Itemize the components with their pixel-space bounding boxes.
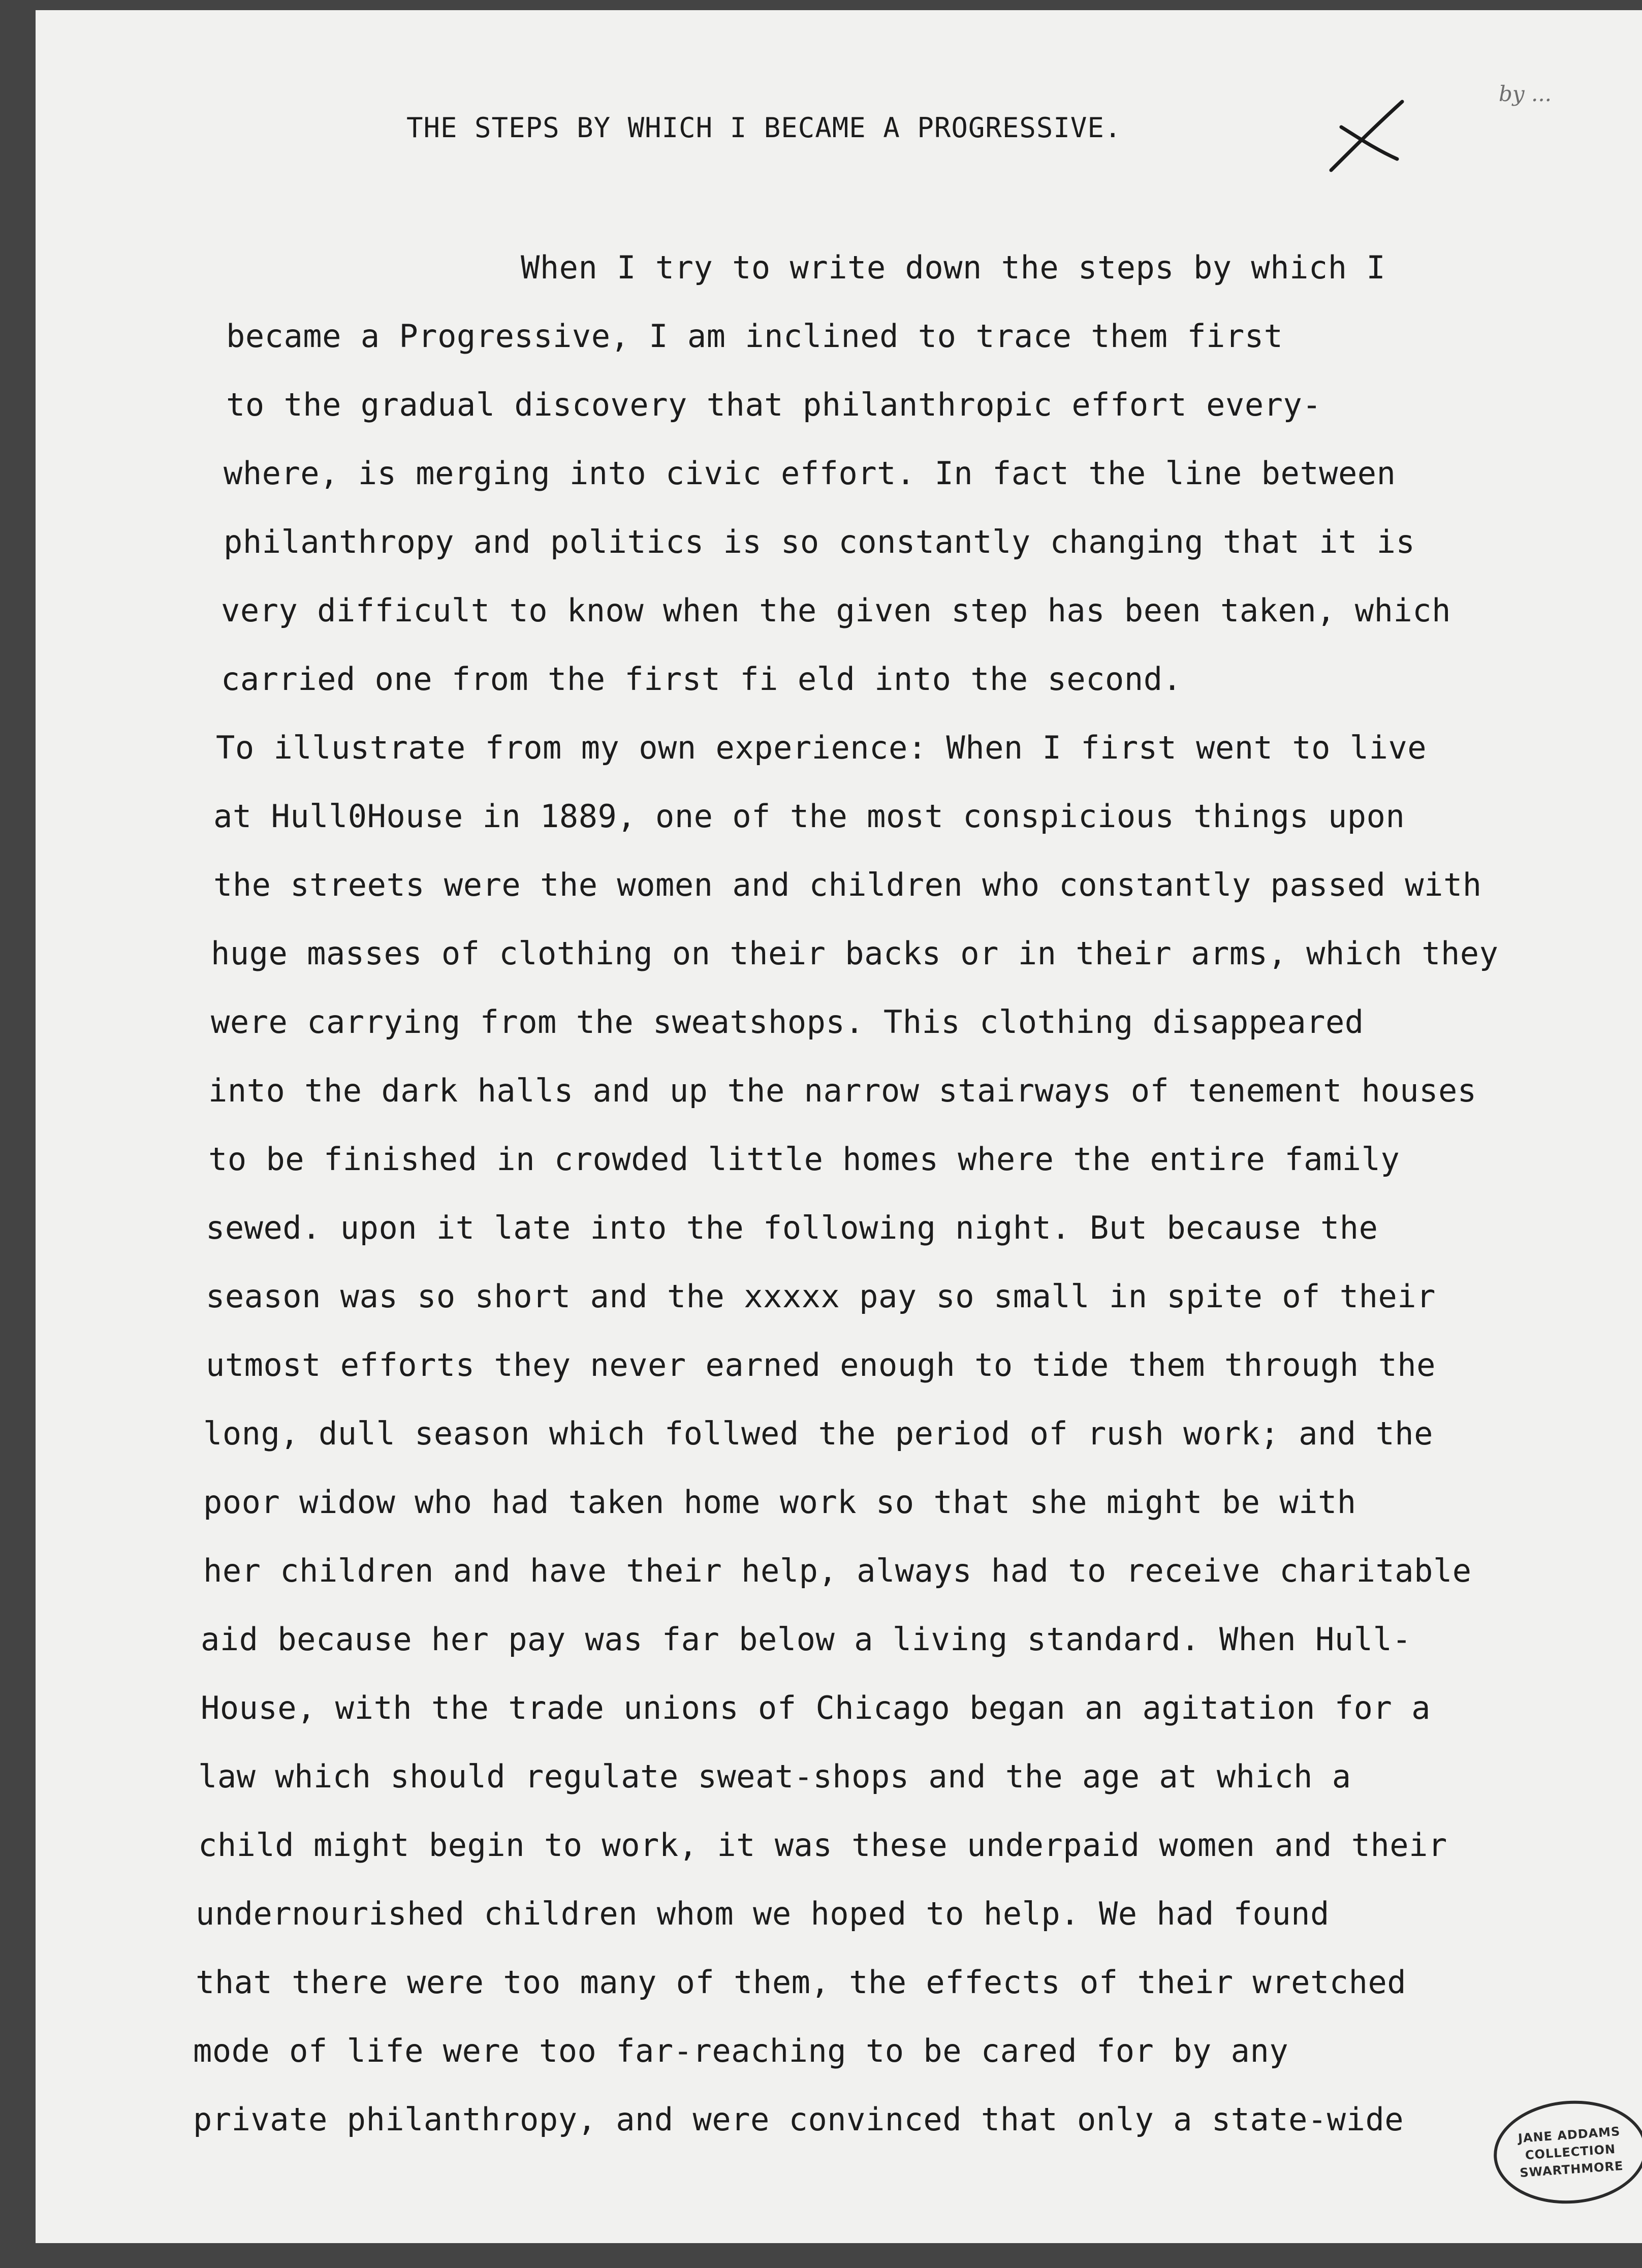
stamp-line-1: JANE ADDAMS [1518,2124,1621,2146]
body-line-2: became a Progressive, I am inclined to trace them first [226,318,1283,355]
body-line-10: the streets were the women and children who constantly passed with [213,866,1482,903]
body-line-8: To illustrate from my own experience: When I first went to live [216,729,1427,766]
body-line-6: very difficult to know when the given step has been taken, which [221,592,1451,629]
body-line-5: philanthropy and politics is so constantly changing that it is [224,523,1415,560]
body-line-20: her children and have their help, always had to receive charitable [203,1552,1472,1589]
document-page [36,10,1642,2243]
page-title: THE STEPS BY WHICH I BECAME A PROGRESSIVE. [406,112,1122,144]
body-line-4: where, is merging into civic effort. In fact the line between [224,455,1396,492]
pencil-margin-note: by ... [1499,81,1552,106]
body-line-9: at Hull0House in 1889, one of the most conspicious things upon [213,798,1405,835]
body-line-16: season was so short and the xxxxx pay so small in spite of their [206,1278,1436,1315]
body-line-7: carried one from the first fi eld into the second. [221,660,1182,698]
body-line-23: law which should regulate sweat-shops and the age at which a [198,1758,1351,1795]
stamp-line-3: SWARTHMORE [1519,2158,1624,2181]
body-line-11: huge masses of clothing on their backs or in their arms, which they [211,935,1499,972]
body-line-24: child might begin to work, it was these underpaid women and their [198,1826,1447,1864]
body-line-1: When I try to write down the steps by which I [521,249,1386,286]
body-line-12: were carrying from the sweatshops. This clothing disappeared [211,1003,1364,1041]
handwritten-x-mark-icon [1326,99,1407,175]
body-line-17: utmost efforts they never earned enough to tide them through the [206,1346,1436,1383]
body-line-13: into the dark halls and up the narrow stairways of tenement houses [208,1072,1477,1109]
body-line-28: private philanthropy, and were convinced that only a state-wide [193,2101,1404,2138]
body-line-14: to be finished in crowded little homes where the entire family [208,1141,1400,1178]
body-line-15: sewed. upon it late into the following night. But because the [206,1209,1378,1246]
body-line-3: to the gradual discovery that philanthropic effort every- [226,386,1322,423]
body-line-18: long, dull season which follwed the period of rush work; and the [203,1415,1433,1452]
collection-stamp [1490,2096,1642,2209]
body-line-21: aid because her pay was far below a living standard. When Hull- [201,1621,1412,1658]
body-line-19: poor widow who had taken home work so that she might be with [203,1484,1356,1521]
body-line-27: mode of life were too far-reaching to be cared for by any [193,2032,1289,2069]
body-line-26: that there were too many of them, the effects of their wretched [196,1964,1407,2001]
stamp-line-2: COLLECTION [1525,2141,1616,2163]
body-line-25: undernourished children whom we hoped to help. We had found [196,1895,1330,1932]
body-line-22: House, with the trade unions of Chicago began an agitation for a [201,1689,1431,1726]
